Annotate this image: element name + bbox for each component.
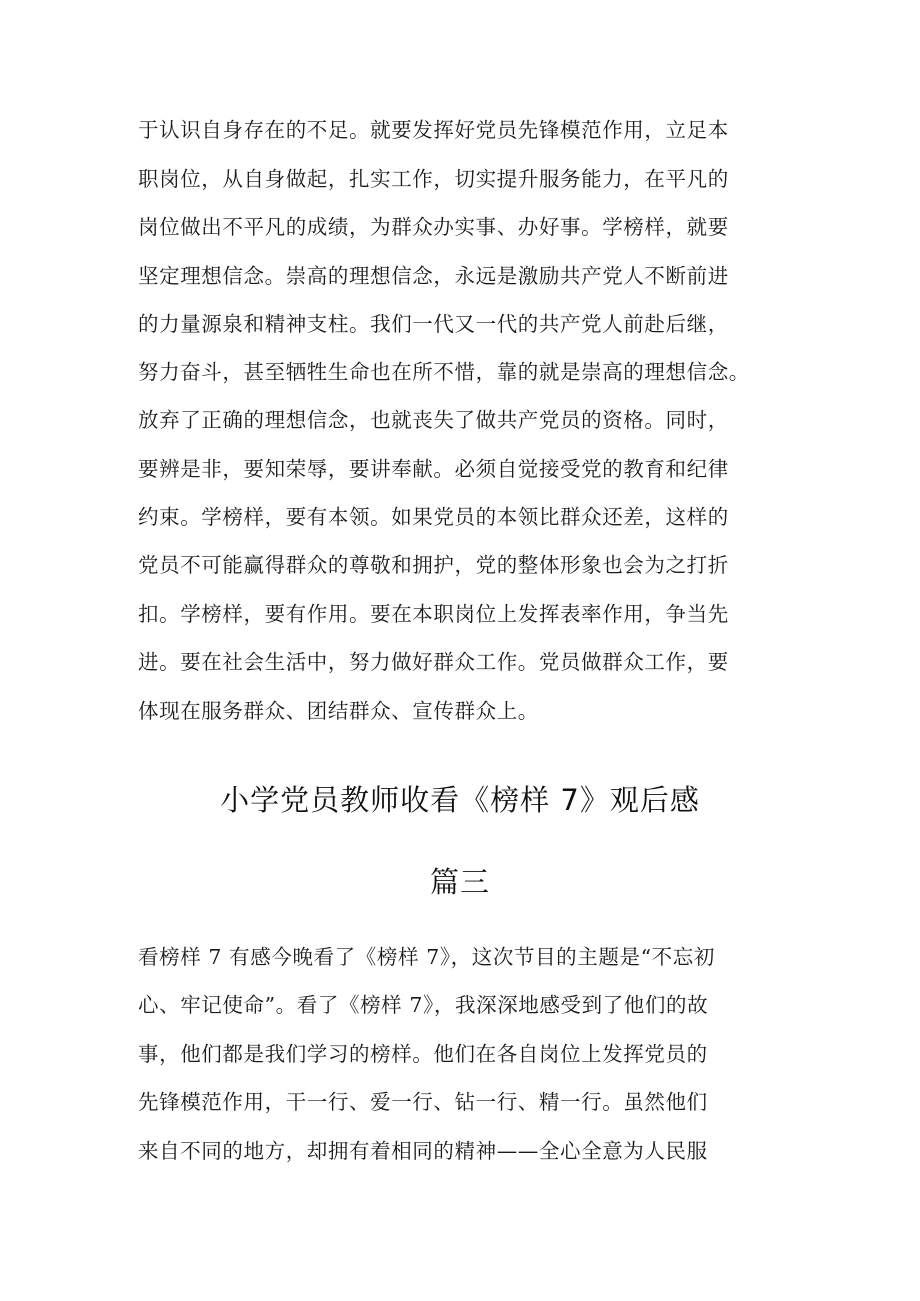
paragraph-line: 看榜样 7 有感今晚看了《榜样 7》，这次节目的主题是“不忘初 <box>138 945 715 969</box>
paragraph-line: 努力奋斗，甚至牺牲生命也在所不惜，靠的就是崇高的理想信念。 <box>138 360 750 384</box>
paragraph-line: 职岗位，从自身做起，扎实工作，切实提升服务能力，在平凡的 <box>138 167 729 191</box>
paragraph-line: 先锋模范作用，干一行、爱一行、钻一行、精一行。虽然他们 <box>138 1090 708 1114</box>
paragraph-line: 心、牢记使命”。看了《榜样 7》，我深深地感受到了他们的故 <box>138 993 709 1017</box>
paragraph-line: 进。要在社会生活中，努力做好群众工作。党员做群众工作，要 <box>138 650 729 674</box>
paragraph-line: 岗位做出不平凡的成绩，为群众办实事、办好事。学榜样，就要 <box>138 215 729 239</box>
paragraph-line: 坚定理想信念。崇高的理想信念，永远是激励共产党人不断前进 <box>138 264 729 288</box>
paragraph-line: 体现在服务群众、团结群众、宣传群众上。 <box>138 699 539 723</box>
paragraph-line: 约束。学榜样，要有本领。如果党员的本领比群众还差，这样的 <box>138 505 729 529</box>
article-title: 小学党员教师收看《榜样 7》观后感 <box>220 783 700 817</box>
paragraph-line: 于认识自身存在的不足。就要发挥好党员先锋模范作用，立足本 <box>138 118 729 142</box>
paragraph-line: 要辨是非，要知荣辱，要讲奉献。必须自觉接受党的教育和纪律 <box>138 457 729 481</box>
paragraph-line: 事，他们都是我们学习的榜样。他们在各自岗位上发挥党员的 <box>138 1042 708 1066</box>
paragraph-line: 的力量源泉和精神支柱。我们一代又一代的共产党人前赴后继， <box>138 312 729 336</box>
paragraph-line: 扣。学榜样，要有作用。要在本职岗位上发挥表率作用，争当先 <box>138 602 729 626</box>
article-subtitle: 篇三 <box>429 865 490 899</box>
paragraph-line: 来自不同的地方，却拥有着相同的精神——全心全意为人民服 <box>138 1139 708 1163</box>
paragraph-line: 放弃了正确的理想信念，也就丧失了做共产党员的资格。同时， <box>138 408 729 432</box>
paragraph-line: 党员不可能赢得群众的尊敬和拥护，党的整体形象也会为之打折 <box>138 553 729 577</box>
